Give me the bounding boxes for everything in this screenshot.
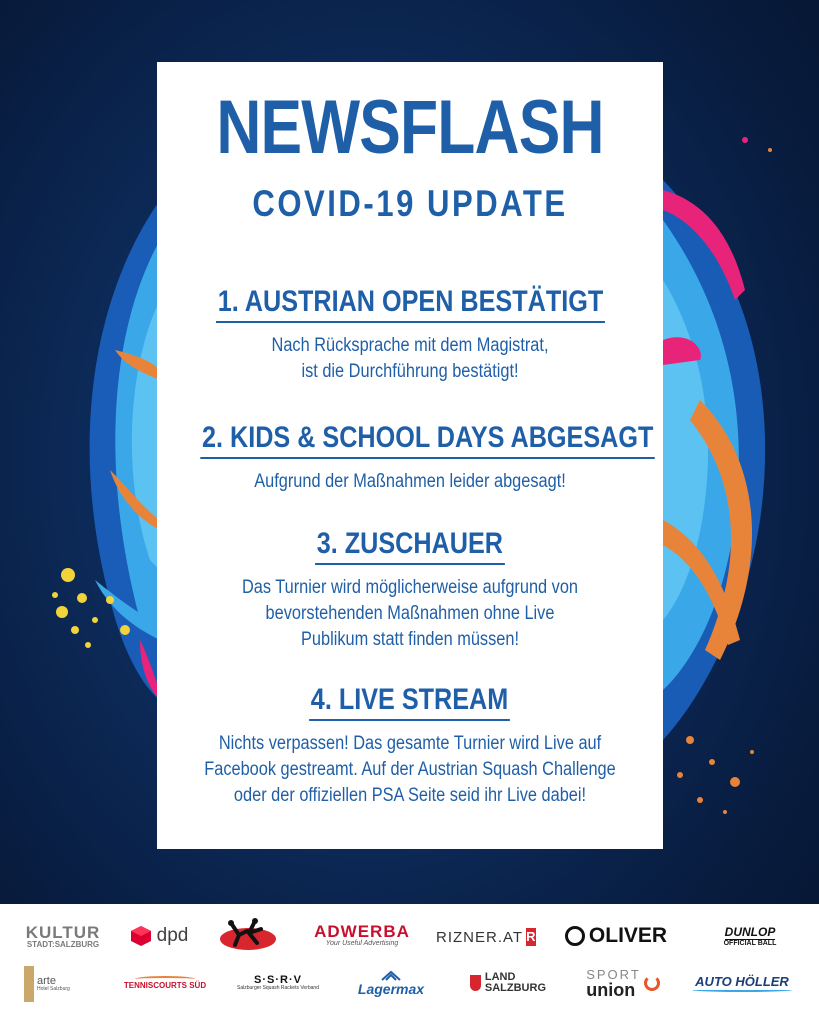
- kultur-text: KULTUR: [25, 922, 101, 942]
- section-text: Nach Rücksprache mit dem Magistrat, ist die Durchführung bestätigt!: [271, 335, 549, 382]
- oliver-circle-icon: [565, 926, 585, 946]
- ssrv-subtext: Salzburger Squash Rackets Verband: [237, 985, 319, 992]
- sport-text: SPORT: [586, 966, 641, 982]
- sportunion-logo: [578, 966, 668, 1000]
- union-text: union: [586, 979, 636, 1000]
- rizner-r-icon: R: [526, 929, 536, 944]
- dpd-text: dpd: [156, 925, 189, 946]
- dpd-logo: [124, 920, 194, 952]
- rizner-text: RIZNER.AT: [436, 928, 524, 946]
- dpd-cube-icon: [130, 925, 152, 947]
- auto-hoeller-swoosh-icon: [692, 988, 792, 992]
- tenniscourts-sued-logo: [120, 966, 210, 1000]
- ssrv-text: S·S·R·V: [254, 974, 302, 987]
- arte-hotel-logo: [24, 966, 70, 1002]
- auto-hoeller-text: AUTO HÖLLER: [695, 973, 789, 989]
- newsflash-card: [157, 62, 663, 849]
- sportunion-u-icon: [644, 975, 660, 991]
- squash-club-logo: [216, 916, 280, 954]
- auto-hoeller-logo: [684, 968, 800, 998]
- lagermax-logo: [346, 966, 436, 1000]
- dunlop-logo: [700, 920, 800, 954]
- oliver-logo: [556, 920, 676, 952]
- ssrv-logo: [238, 966, 318, 1000]
- section-heading: 3. ZUSCHAUER: [315, 526, 505, 565]
- dunlop-subtext: OFFICIAL BALL: [723, 940, 777, 948]
- land-text: LAND: [484, 971, 516, 983]
- page-subtitle: COVID-19 UPDATE: [252, 183, 568, 224]
- arte-text: arte: [37, 975, 56, 987]
- section-text: Das Turnier wird möglicherweise aufgrund von bevorstehenden Maßnahmen ohne Live Publikum statt finden müssen!: [241, 577, 579, 650]
- salzburg-shield-icon: [470, 975, 481, 991]
- sponsor-bar: [0, 904, 819, 1024]
- kultur-salzburg-logo: [22, 920, 104, 952]
- section-heading: 2. KIDS & SCHOOL DAYS ABGESAGT: [200, 420, 655, 459]
- kultur-subtext: STADT:SALZBURG: [26, 939, 100, 949]
- lagermax-text: Lagermax: [357, 981, 425, 997]
- page-title: NEWSFLASH: [216, 85, 604, 170]
- section-text: Aufgrund der Maßnahmen leider abgesagt!: [254, 471, 566, 492]
- rizner-logo: [436, 922, 536, 952]
- section-austrian-open: [157, 284, 663, 385]
- adwerba-subtext: Your Useful Advertising: [325, 940, 399, 947]
- section-zuschauer: [157, 526, 663, 653]
- section-kids-school-days: [157, 420, 663, 495]
- adwerba-text: ADWERBA: [314, 922, 410, 941]
- section-live-stream: [157, 682, 663, 809]
- dunlop-text: DUNLOP: [724, 925, 776, 940]
- land-subtext: SALZBURG: [484, 982, 546, 994]
- squash-players-icon: [217, 917, 279, 953]
- section-heading: 4. LIVE STREAM: [310, 682, 511, 721]
- adwerba-logo: [312, 918, 412, 952]
- oliver-text: OLIVER: [588, 924, 668, 947]
- tenniscourts-text: TENNISCOURTS SÜD: [123, 981, 207, 990]
- land-salzburg-logo: [470, 966, 546, 1000]
- section-text: Nichts verpassen! Das gesamte Turnier wird Live auf Facebook gestreamt. Auf der Austrian Squash Challenge oder der offiziellen PSA Seite seid ihr Live dabei!: [204, 733, 616, 806]
- section-heading: 1. AUSTRIAN OPEN BESTÄTIGT: [216, 284, 605, 323]
- arte-subtext: Hotel Salzburg: [37, 986, 70, 992]
